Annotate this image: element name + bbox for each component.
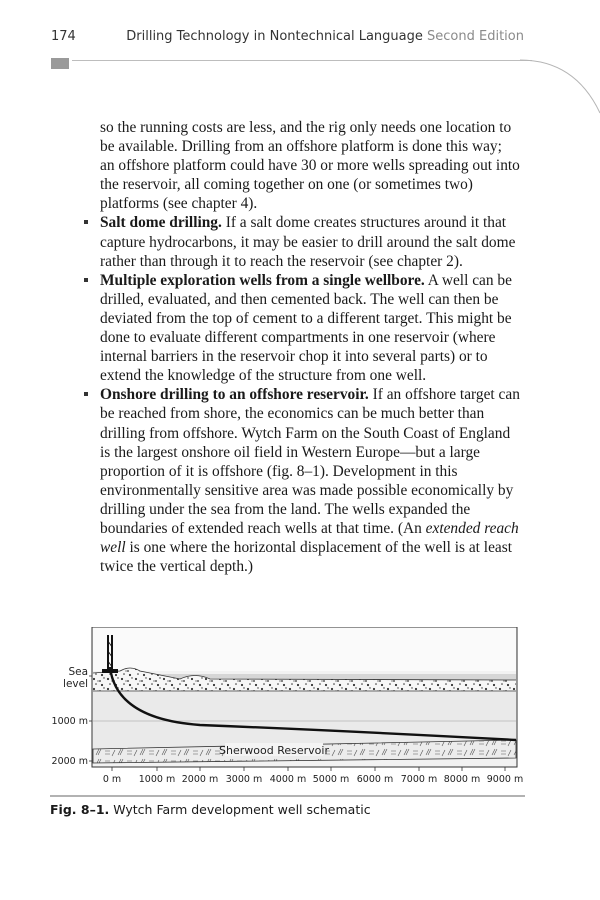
body-text — [100, 118, 520, 576]
x-tick-label: 9000 m — [486, 774, 524, 785]
bullet-text: A well can be drilled, evaluated, and then cemented back. The well can then be deviated from the top of cement to a different target. This might be done to evaluate different compartments in one reservoir (where internal barriers in the reservoir chop it into several parts) or to extend the knowledge of the structure from one well. — [100, 271, 512, 385]
book-title: Drilling Technology in Nontechnical Language — [126, 29, 423, 44]
caption-text: Wytch Farm development well schematic — [109, 802, 371, 817]
paragraph-continuation: so the running costs are less, and the rig only needs one location to be available. Drilling from an offshore platform is done this way; an offshore platform could have 30 or more wells spreading out into the reservoir, all coming together on one (or sometimes two) platforms (see chapter 4). — [100, 119, 520, 213]
caption-label: Fig. 8–1. — [50, 802, 110, 817]
bullet-salt-dome — [100, 213, 520, 270]
chapter-tab-marker — [51, 58, 69, 69]
x-axis — [92, 767, 523, 785]
label-depth-1000: 1000 m — [51, 716, 88, 727]
page-header — [0, 29, 600, 49]
figure-caption — [50, 802, 525, 817]
bullet-title: Onshore drilling to an offshore reservoir. — [100, 386, 369, 404]
x-tick-label: 8000 m — [443, 774, 481, 785]
header-rule — [72, 60, 532, 61]
label-depth-2000: 2000 m — [51, 756, 88, 767]
x-tick-label: 4000 m — [269, 774, 307, 785]
bullet-onshore-drilling — [100, 385, 520, 576]
bullet-italic-term: extended reach well — [100, 519, 519, 557]
x-tick-label: 5000 m — [312, 774, 350, 785]
bullet-title: Multiple exploration wells from a single wellbore. — [100, 271, 425, 289]
x-tick-label: 2000 m — [181, 774, 219, 785]
well-schematic-figure — [50, 627, 525, 799]
bullet-multiple-wells — [100, 271, 520, 386]
x-tick-label: 6000 m — [356, 774, 394, 785]
bullet-text: If a salt dome creates structures around it that capture hydrocarbons, it may be easier to drill around the salt dome rather than through it to reach the reservoir (see chapter 2). — [100, 214, 516, 270]
x-tick-label: 0 m — [102, 774, 122, 785]
page-corner-curve — [520, 58, 600, 138]
bullet-text: is one where the horizontal displacement of the well is at least twice the vertical depth.) — [100, 539, 513, 576]
x-tick-label: 1000 m — [138, 774, 176, 785]
running-head — [126, 29, 524, 44]
reservoir-label: Sherwood Reservoir — [219, 744, 329, 757]
label-sea: Sea — [68, 666, 88, 678]
label-level: level — [63, 678, 88, 690]
formation-layer — [93, 692, 516, 748]
bullet-text: If an offshore target can be reached from shore, the economics can be much better than drilling from offshore. Wytch Farm on the South Coast of England is the largest onshore oil field in Western Europe—but a large proportion of it is offshore (fig. 8–1). Development in this environmentally sensitive area was made possible economically by drilling under the sea from the land. The wells expanded the boundaries of extended reach wells at that time. (An — [100, 386, 520, 537]
sky-area — [93, 628, 516, 671]
page-number: 174 — [51, 29, 76, 44]
x-tick-label: 7000 m — [400, 774, 438, 785]
bullet-title: Salt dome drilling. — [100, 214, 222, 232]
well-schematic-svg — [50, 627, 525, 799]
x-tick-label: 3000 m — [225, 774, 263, 785]
edition-label: Second Edition — [427, 29, 524, 44]
